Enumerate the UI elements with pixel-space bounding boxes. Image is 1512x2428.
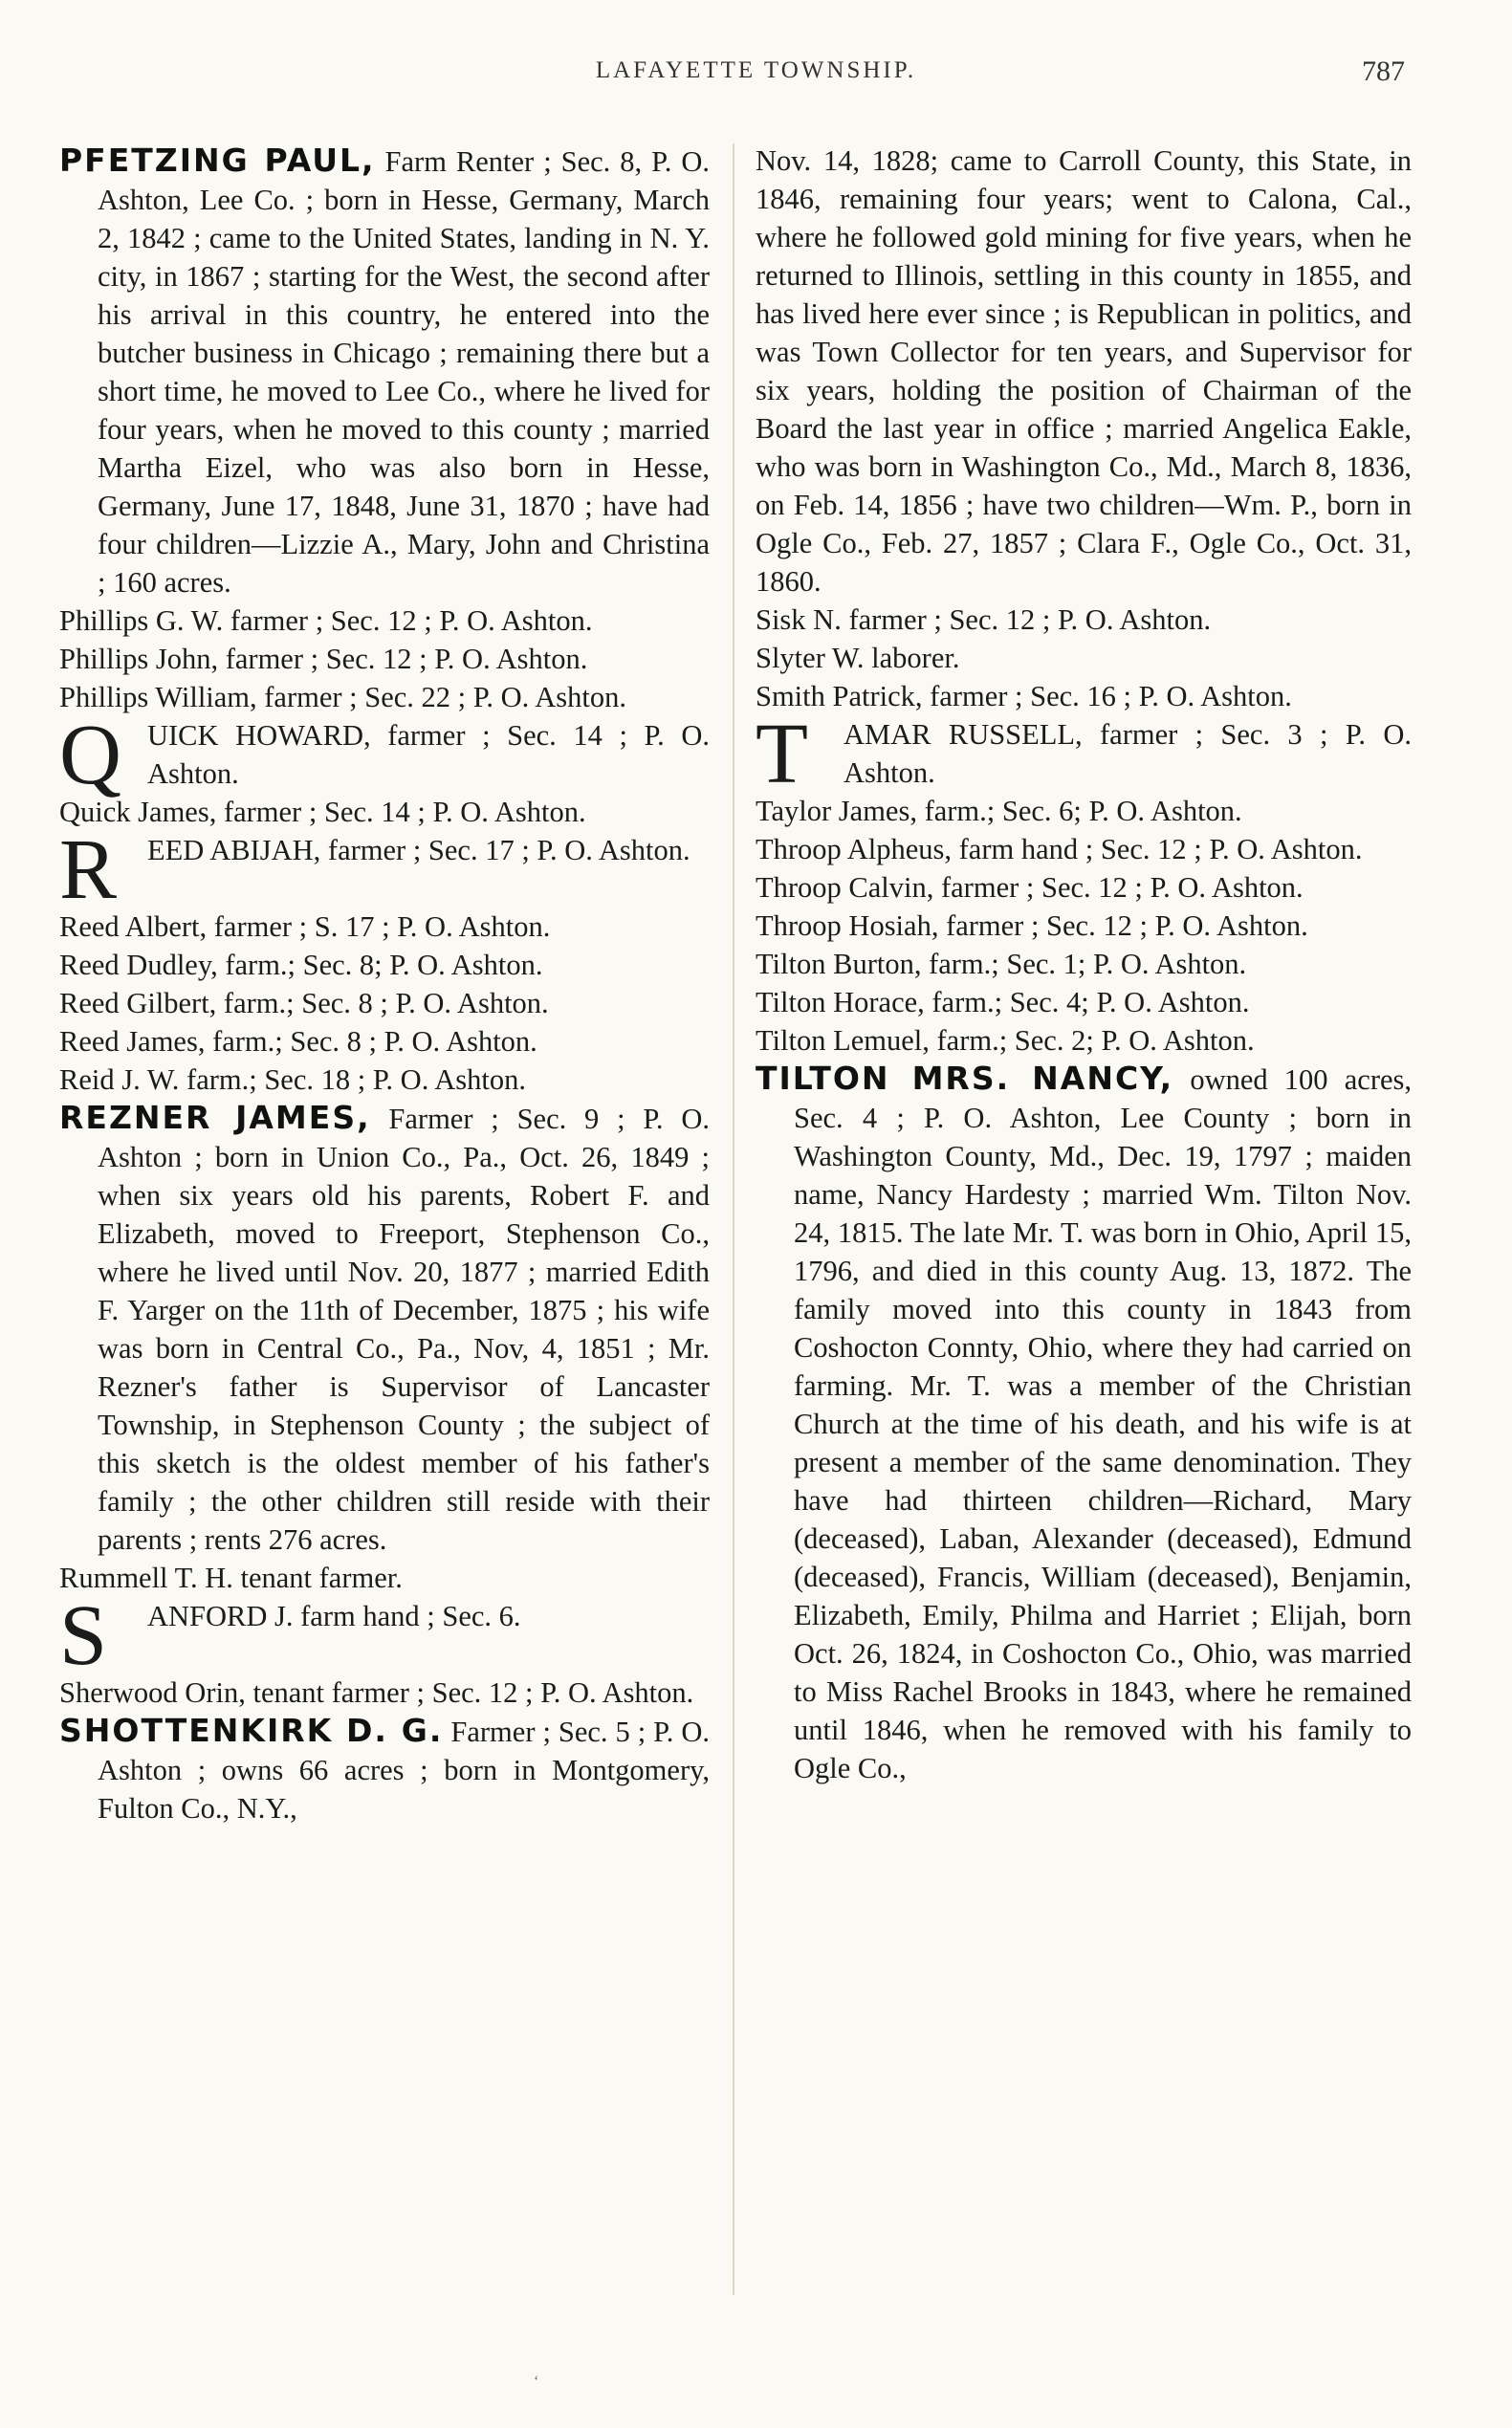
- entry-text: ANFORD J. farm hand ; Sec. 6.: [147, 1600, 521, 1632]
- directory-entry: Reed James, farm.; Sec. 8 ; P. O. Ashton.: [59, 1025, 537, 1058]
- directory-entry: Phillips John, farmer ; Sec. 12 ; P. O. Ashton.: [59, 643, 588, 675]
- directory-entry: Tilton Burton, farm.; Sec. 1; P. O. Ashton.: [756, 948, 1247, 980]
- print-mark: ʻ: [534, 2373, 539, 2390]
- right-column: [756, 142, 1412, 1787]
- directory-entry: Rummell T. H. tenant farmer.: [59, 1562, 403, 1594]
- entry-text: owned 100 acres, Sec. 4 ; P. O. Ashton, Lee County ; born in Washington County, Md., Dec. 19, 1797 ; maiden name, Nancy Hardesty ; married Wm. Tilton Nov. 24, 1815. The late Mr. T. was born in Ohio, April 15, 1796, and died in this county Aug. 13, 1872. The family moved into this county in 1843 from Coshocton Connty, Ohio, where they had carried on farming. Mr. T. was a member of the Christian Church at the time of his death, and his wife is at present a member of the same denomination. They have had thirteen children—Richard, Mary (deceased), Laban, Alexander (deceased), Edmund (deceased), Francis, William (deceased), Benjamin, Elizabeth, Emily, Philma and Harriet ; Elijah, born Oct. 26, 1824, in Coshocton Co., Ohio, was married to Miss Rachel Brooks in 1843, where he remained until 1846, when he removed with his family to Ogle Co.,: [794, 1063, 1413, 1784]
- column-divider: [733, 143, 734, 2295]
- directory-entry: Phillips G. W. farmer ; Sec. 12 ; P. O. Ashton.: [59, 604, 593, 637]
- entry-text: UICK HOWARD, farmer ; Sec. 14 ; P. O. Ashton.: [147, 719, 710, 790]
- running-head: LAFAYETTE TOWNSHIP.: [595, 57, 917, 83]
- directory-entry: Quick James, farmer ; Sec. 14 ; P. O. Ashton.: [59, 796, 586, 828]
- drop-initial: T: [756, 707, 808, 801]
- directory-entry: Phillips William, farmer ; Sec. 22 ; P. O. Ashton.: [59, 681, 626, 713]
- directory-entry: Tilton Lemuel, farm.; Sec. 2; P. O. Ashton.: [756, 1024, 1255, 1057]
- biography-entry: [59, 142, 710, 602]
- directory-entry: Smith Patrick, farmer ; Sec. 16 ; P. O. Ashton.: [756, 680, 1292, 712]
- entry-text: Farmer ; Sec. 9 ; P. O. Ashton ; born in Union Co., Pa., Oct. 26, 1849 ; when six years old his parents, Robert F. and Elizabeth, moved to Freeport, Stephenson Co., where he lived until Nov. 20, 1877 ; married Edith F. Yarger on the 11th of December, 1875 ; his wife was born in Central Co., Pa., Nov, 4, 1851 ; Mr. Rezner's father is Supervisor of Lancaster Township, in Stephenson County ; the subject of this sketch is the oldest member of his father's family ; the other children still reside with their parents ; rents 276 acres.: [98, 1103, 710, 1556]
- directory-entry: Reed Albert, farmer ; S. 17 ; P. O. Ashton.: [59, 910, 551, 943]
- biography-entry: [756, 1060, 1412, 1787]
- directory-entry: Tilton Horace, farm.; Sec. 4; P. O. Ashton.: [756, 986, 1250, 1018]
- left-column: [59, 142, 710, 1827]
- directory-entry: Reid J. W. farm.; Sec. 18 ; P. O. Ashton.: [59, 1063, 527, 1096]
- entry-text: Farmer ; Sec. 5 ; P. O. Ashton ; owns 66 acres ; born in Montgomery, Fulton Co., N.Y.,: [98, 1716, 710, 1825]
- entry-heading-name: SHOTTENKIRK D. G.: [59, 1712, 444, 1749]
- page-header: [0, 55, 1512, 94]
- section-initial-entry: [59, 708, 710, 802]
- entry-text: Farm Renter ; Sec. 8, P. O. Ashton, Lee Co. ; born in Hesse, Germany, March 2, 1842 ; came to the United States, landing in N. Y. city, in 1867 ; starting for the West, the second after his arrival in this country, he entered into the butcher business in Chicago ; remaining there but a short time, he moved to Lee Co., where he lived for four years, when he moved to this county ; married Martha Eizel, who was also born in Hesse, Germany, June 17, 1848, June 31, 1870 ; have had four children—Lizzie A., Mary, John and Christina ; 160 acres.: [98, 145, 710, 599]
- entry-text: AMAR RUSSELL, farmer ; Sec. 3 ; P. O. Ashton.: [844, 718, 1412, 789]
- entry-heading-name: REZNER JAMES,: [59, 1099, 371, 1136]
- page-number: 787: [1362, 55, 1405, 87]
- directory-entry: Reed Dudley, farm.; Sec. 8; P. O. Ashton.: [59, 949, 543, 981]
- entry-heading-name: TILTON MRS. NANCY,: [756, 1060, 1174, 1097]
- biography-entry: [59, 1712, 710, 1827]
- entry-text: EED ABIJAH, farmer ; Sec. 17 ; P. O. Ashton.: [147, 834, 690, 866]
- directory-entry: Taylor James, farm.; Sec. 6; P. O. Ashton.: [756, 795, 1242, 827]
- directory-entry: Throop Hosiah, farmer ; Sec. 12 ; P. O. Ashton.: [756, 909, 1308, 942]
- directory-entry: Throop Alpheus, farm hand ; Sec. 12 ; P. O. Ashton.: [756, 833, 1363, 865]
- directory-entry: Throop Calvin, farmer ; Sec. 12 ; P. O. Ashton.: [756, 871, 1304, 904]
- continued-entry: Nov. 14, 1828; came to Carroll County, this State, in 1846, remaining four years; went to Calona, Cal., where he followed gold mining for five years, when he returned to Illinois, settling in this county in 1855, and has lived here ever since ; is Republican in politics, and was Town Collector for ten years, and Supervisor for six years, holding the position of Chairman of the Board the last year in office ; married Angelica Eakle, who was born in Washington Co., Md., March 8, 1836, on Feb. 14, 1856 ; have two children—Wm. P., born in Ogle Co., Feb. 27, 1857 ; Clara F., Ogle Co., Oct. 31, 1860.: [756, 144, 1412, 598]
- entry-heading-name: PFETZING PAUL,: [59, 142, 376, 179]
- directory-entry: Sisk N. farmer ; Sec. 12 ; P. O. Ashton.: [756, 603, 1212, 636]
- drop-initial: S: [59, 1588, 108, 1683]
- directory-entry: Reed Gilbert, farm.; Sec. 8 ; P. O. Ashton.: [59, 987, 549, 1019]
- drop-initial: Q: [59, 708, 121, 802]
- section-initial-entry: [59, 1588, 710, 1683]
- section-initial-entry: [756, 707, 1412, 801]
- biography-entry: [59, 1099, 710, 1559]
- section-initial-entry: [59, 822, 710, 917]
- directory-entry: Sherwood Orin, tenant farmer ; Sec. 12 ; P. O. Ashton.: [59, 1676, 694, 1709]
- drop-initial: R: [59, 822, 118, 917]
- directory-entry: Slyter W. laborer.: [756, 642, 960, 674]
